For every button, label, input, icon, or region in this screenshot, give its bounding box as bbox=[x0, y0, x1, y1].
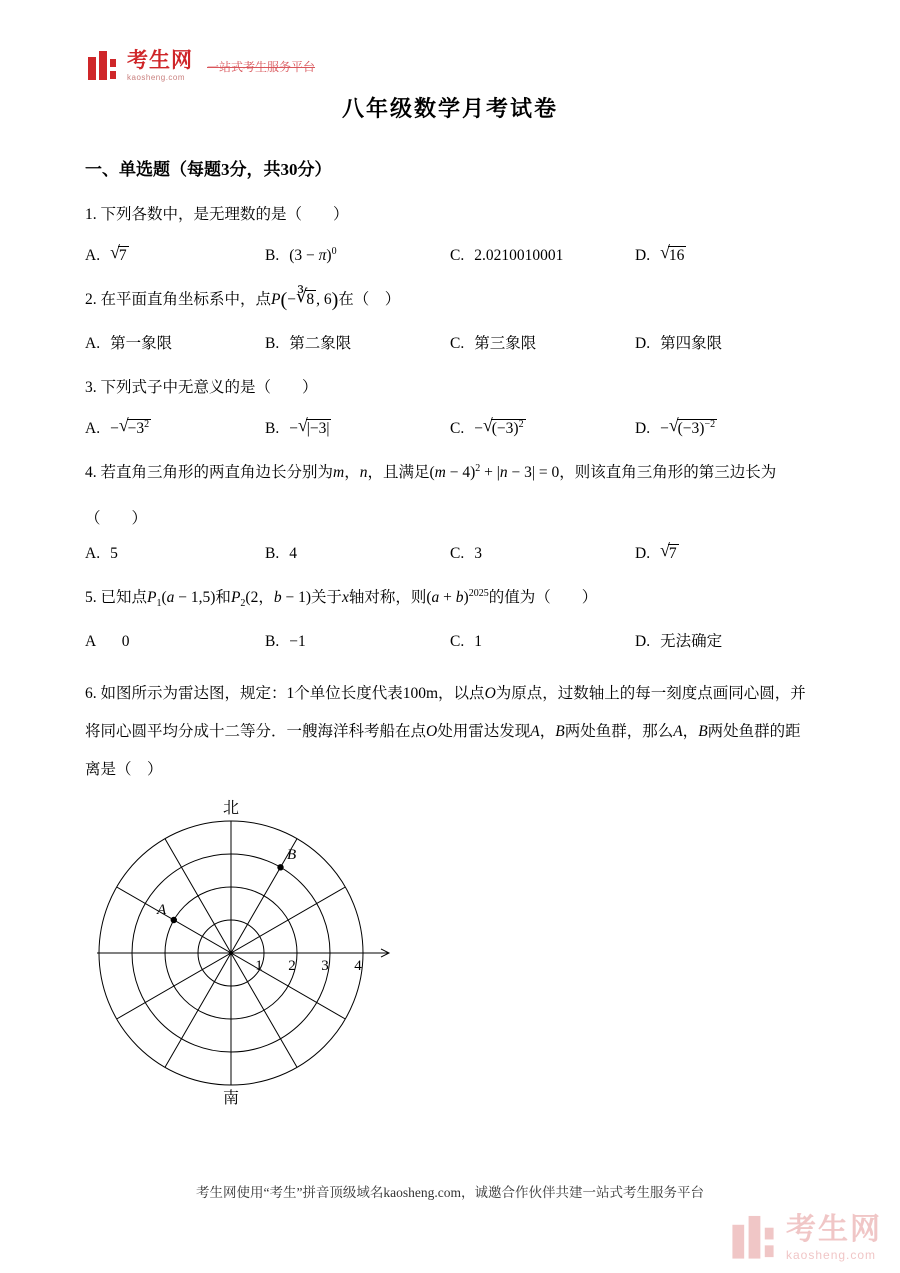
option-value: 2.0210010001 bbox=[474, 247, 564, 264]
logo-name: 考生网 bbox=[127, 49, 193, 72]
question-3-options bbox=[85, 415, 815, 438]
question-4-options bbox=[85, 540, 815, 563]
question-2-stem: 2. 在平面直角坐标系中，点P(− ∛ 8 , 6)在（ ） bbox=[85, 286, 401, 311]
page-title: 八年级数学月考试卷 bbox=[341, 96, 558, 121]
option-c bbox=[450, 331, 635, 353]
watermark bbox=[728, 1211, 882, 1265]
option-label: D. bbox=[635, 247, 651, 264]
question-4 bbox=[85, 458, 815, 563]
option-c bbox=[450, 545, 635, 563]
footer-note: 考生网使用“考生”拼音顶级域名kaosheng.com，诚邀合作伙伴共建一站式考生服务平台 bbox=[195, 1185, 705, 1200]
option-label: A bbox=[85, 633, 97, 650]
option-value: 4 bbox=[289, 545, 297, 562]
question-2 bbox=[85, 285, 815, 353]
radar-diagram bbox=[91, 797, 401, 1107]
option-value: $(3 - \pi)^0$ bbox=[289, 245, 337, 264]
axis-tick-2: 2 bbox=[288, 958, 296, 974]
option-value: −1 bbox=[289, 633, 306, 650]
question-1 bbox=[85, 200, 815, 265]
option-label: D. bbox=[635, 545, 651, 562]
logo-text bbox=[127, 50, 193, 82]
logo-tagline: 一站式考生服务平台 bbox=[207, 59, 316, 74]
option-label: D. bbox=[635, 420, 651, 437]
point-a-dot bbox=[171, 917, 177, 923]
option-a bbox=[85, 415, 265, 438]
question-4-stem: 4. 若直角三角形的两直角边长分别为m，n，且满足$(m - 4)^2 + |n - 3| = 0$，则该直角三角形的第三边长为 bbox=[85, 462, 777, 481]
option-b bbox=[265, 331, 450, 353]
question-6-stem: 6. 如图所示为雷达图，规定：1个单位长度代表100m，以点O为原点，过数轴上的每一刻度点画同心圆，并将同心圆平均分成十二等分．一艘海洋科考船在点O处用雷达发现A，B两处鱼群，那么A，B两处鱼群的距离是（ ） bbox=[85, 685, 806, 778]
option-value: 1 bbox=[474, 633, 482, 650]
option-value: √ 7 bbox=[110, 242, 127, 264]
option-c bbox=[450, 633, 635, 651]
option-value: − √ $(-3)^2$ bbox=[474, 415, 524, 437]
option-a bbox=[85, 629, 265, 651]
kaosheng-logo-icon bbox=[85, 48, 119, 84]
option-label: C. bbox=[450, 335, 465, 352]
option-a bbox=[85, 545, 265, 563]
option-value: 0 bbox=[106, 633, 130, 650]
question-4-answer-blank: （ ） bbox=[85, 510, 148, 527]
option-value: 无法确定 bbox=[660, 633, 723, 650]
option-label: A. bbox=[85, 247, 101, 264]
option-label: A. bbox=[85, 335, 101, 352]
option-label: D. bbox=[635, 335, 651, 352]
axis-tick-4: 4 bbox=[354, 958, 362, 974]
option-d bbox=[635, 629, 815, 651]
option-value: − √ |−3| bbox=[289, 415, 330, 437]
number-axis bbox=[97, 949, 389, 957]
question-5 bbox=[85, 583, 815, 651]
question-5-options bbox=[85, 629, 815, 651]
question-3-stem: 3. 下列式子中无意义的是（ ） bbox=[85, 379, 318, 396]
question-5-stem: 5. 已知点$P_1(a - 1,5)$和$P_2(2$，b − 1)关于x轴对称，则$(a + b)^{2025}$的值为（ ） bbox=[85, 587, 598, 610]
option-label: C. bbox=[450, 633, 465, 650]
option-label: D. bbox=[635, 633, 651, 650]
option-value: − √ $(-3)^{-2}$ bbox=[660, 415, 716, 437]
watermark-logo-icon bbox=[728, 1211, 778, 1265]
option-a bbox=[85, 242, 265, 265]
logo-domain: kaosheng.com bbox=[127, 73, 186, 82]
option-label: B. bbox=[265, 633, 280, 650]
option-value: 第四象限 bbox=[660, 335, 723, 352]
option-label: A. bbox=[85, 545, 101, 562]
option-b bbox=[265, 415, 450, 438]
option-value: 第二象限 bbox=[289, 335, 352, 352]
option-b bbox=[265, 247, 450, 265]
option-c bbox=[450, 247, 635, 265]
point-b-dot bbox=[277, 864, 283, 870]
option-label: B. bbox=[265, 420, 280, 437]
option-d bbox=[635, 242, 815, 265]
option-value: − √ $-3^2$ bbox=[110, 415, 150, 437]
option-a bbox=[85, 331, 265, 353]
axis-tick-1: 1 bbox=[255, 958, 263, 974]
section-heading: 一、单选题（每题3分，共30分） bbox=[85, 160, 332, 179]
option-label: A. bbox=[85, 420, 101, 437]
north-label: 北 bbox=[222, 800, 240, 817]
option-label: C. bbox=[450, 545, 465, 562]
option-value: 5 bbox=[110, 545, 118, 562]
south-label: 南 bbox=[222, 1090, 240, 1107]
option-label: B. bbox=[265, 247, 280, 264]
option-d bbox=[635, 415, 815, 438]
option-d bbox=[635, 540, 815, 563]
option-d bbox=[635, 331, 815, 353]
option-label: B. bbox=[265, 545, 280, 562]
option-b bbox=[265, 633, 450, 651]
option-label: C. bbox=[450, 247, 465, 264]
watermark-domain: kaosheng.com bbox=[786, 1248, 877, 1262]
option-b bbox=[265, 545, 450, 563]
watermark-name: 考生网 bbox=[786, 1213, 882, 1246]
point-a-label: A bbox=[157, 902, 167, 918]
question-2-options bbox=[85, 331, 815, 353]
question-1-stem: 1. 下列各数中，是无理数的是（ ） bbox=[85, 206, 349, 223]
question-6 bbox=[85, 675, 815, 1112]
point-b-label: B bbox=[287, 847, 297, 863]
kaosheng-logo bbox=[85, 48, 315, 84]
question-1-options bbox=[85, 242, 815, 265]
option-value: 3 bbox=[474, 545, 482, 562]
option-label: B. bbox=[265, 335, 280, 352]
option-value: 第一象限 bbox=[110, 335, 173, 352]
axis-tick-3: 3 bbox=[321, 958, 329, 974]
option-c bbox=[450, 415, 635, 438]
option-label: C. bbox=[450, 420, 465, 437]
watermark-text bbox=[786, 1215, 882, 1261]
option-value: √ 7 bbox=[660, 540, 677, 562]
option-value: √ 16 bbox=[660, 242, 685, 264]
question-3 bbox=[85, 373, 815, 438]
option-value: 第三象限 bbox=[474, 335, 537, 352]
